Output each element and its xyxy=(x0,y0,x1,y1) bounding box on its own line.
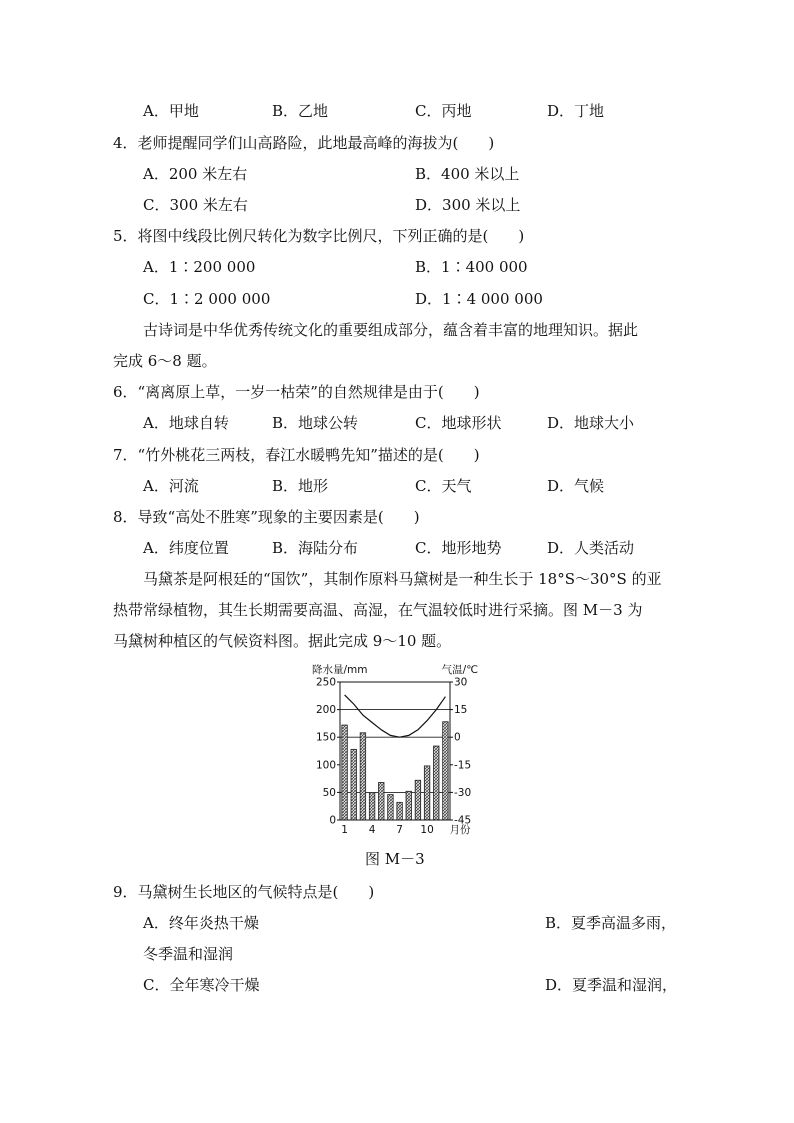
q3-option-d: D．丁地 xyxy=(547,102,605,120)
q9-option-a: A．终年炎热干燥 xyxy=(143,914,259,932)
q7-stem: 7．“竹外桃花三两枝，春江水暖鸭先知”描述的是( ) xyxy=(113,446,480,464)
right-axis-tick-label: 30 xyxy=(454,676,468,689)
intro-poem-line-2: 完成 6～8 题。 xyxy=(113,352,217,370)
precipitation-bar xyxy=(342,725,348,820)
q9-option-b-continued: 冬季温和湿润 xyxy=(143,945,234,963)
left-axis-tick-label: 50 xyxy=(322,786,336,799)
right-axis-tick-label: 0 xyxy=(454,731,461,744)
precipitation-bar xyxy=(351,749,357,820)
q8-option-b: B．海陆分布 xyxy=(272,539,359,557)
precipitation-bar xyxy=(406,791,412,820)
right-axis-tick-label: -45 xyxy=(454,814,472,827)
precipitation-bar xyxy=(415,780,421,820)
left-axis-tick-label: 200 xyxy=(315,704,336,717)
right-axis-tick-label: -15 xyxy=(454,759,472,772)
precipitation-bar xyxy=(443,722,449,820)
q9-option-c: C．全年寒冷干燥 xyxy=(143,976,260,994)
q6-stem: 6．“离离原上草，一岁一枯荣”的自然规律是由于( ) xyxy=(113,383,480,401)
q4-option-b: B．400 米以上 xyxy=(415,165,520,183)
intro-mate-line-3: 马黛树种植区的气候资料图。据此完成 9～10 题。 xyxy=(113,632,452,650)
q3-option-a: A．甲地 xyxy=(143,102,199,120)
q5-option-c: C．1∶2 000 000 xyxy=(143,290,271,308)
right-axis-title: 气温/℃ xyxy=(441,664,478,676)
x-axis-tick-label: 1 xyxy=(341,824,348,836)
q7-option-b: B．地形 xyxy=(272,477,329,495)
precipitation-bar xyxy=(360,733,366,820)
precipitation-bar xyxy=(388,795,394,820)
right-axis-tick-label: 15 xyxy=(454,704,468,717)
q3-option-c: C．丙地 xyxy=(415,102,472,120)
q7-option-d: D．气候 xyxy=(547,477,605,495)
climate-chart xyxy=(310,662,480,840)
q3-option-b: B．乙地 xyxy=(272,102,329,120)
q6-option-a: A．地球自转 xyxy=(143,414,229,432)
q4-option-c: C．300 米左右 xyxy=(143,196,248,214)
left-axis-tick-label: 150 xyxy=(315,731,336,744)
q6-option-d: D．地球大小 xyxy=(547,414,635,432)
q9-option-b: B．夏季高温多雨， xyxy=(545,914,677,932)
q4-stem: 4．老师提醒同学们山高路险，此地最高峰的海拔为( ) xyxy=(113,134,495,152)
precipitation-bar xyxy=(379,782,385,820)
q8-option-c: C．地形地势 xyxy=(415,539,502,557)
q5-option-a: A．1∶200 000 xyxy=(143,258,256,276)
left-axis-tick-label: 250 xyxy=(315,676,336,689)
left-axis-tick-label: 100 xyxy=(315,759,336,772)
q9-stem: 9．马黛树生长地区的气候特点是( ) xyxy=(113,883,375,901)
x-axis-tick-label: 7 xyxy=(396,824,403,836)
temperature-line xyxy=(345,695,446,737)
precipitation-bar xyxy=(369,792,374,820)
q5-option-b: B．1∶400 000 xyxy=(415,258,528,276)
q5-option-d: D．1∶4 000 000 xyxy=(415,290,543,308)
q5-stem: 5．将图中线段比例尺转化为数字比例尺，下列正确的是( ) xyxy=(113,227,525,245)
q6-option-c: C．地球形状 xyxy=(415,414,502,432)
q8-option-a: A．纬度位置 xyxy=(143,539,229,557)
q8-stem: 8．导致“高处不胜寒”现象的主要因素是( ) xyxy=(113,508,420,526)
q8-option-d: D．人类活动 xyxy=(547,539,635,557)
precipitation-bar xyxy=(424,766,430,820)
x-axis-tick-label: 10 xyxy=(420,824,434,836)
precipitation-bar xyxy=(434,746,440,820)
q7-option-c: C．天气 xyxy=(415,477,472,495)
figure-caption: 图 M－3 xyxy=(365,850,425,868)
q9-option-d: D．夏季温和湿润， xyxy=(545,976,678,994)
q4-option-d: D．300 米以上 xyxy=(415,196,521,214)
left-axis-title: 降水量/mm xyxy=(312,664,368,676)
x-axis-tick-label: 4 xyxy=(368,824,376,836)
intro-poem-line-1: 古诗词是中华优秀传统文化的重要组成部分，蕴含着丰富的地理知识。据此 xyxy=(143,321,639,339)
intro-mate-line-2: 热带常绿植物，其生长期需要高温、高湿，在气温较低时进行采摘。图 M－3 为 xyxy=(113,601,643,619)
intro-mate-line-1: 马黛茶是阿根廷的“国饮”，其制作原料马黛树是一种生长于 18°S～30°S 的亚 xyxy=(143,570,662,588)
x-axis-title: 月份 xyxy=(449,824,471,836)
q4-option-a: A．200 米左右 xyxy=(143,165,248,183)
precipitation-bar xyxy=(397,802,403,820)
left-axis-tick-label: 0 xyxy=(329,814,336,827)
right-axis-tick-label: -30 xyxy=(454,786,472,799)
q7-option-a: A．河流 xyxy=(143,477,199,495)
q6-option-b: B．地球公转 xyxy=(272,414,359,432)
